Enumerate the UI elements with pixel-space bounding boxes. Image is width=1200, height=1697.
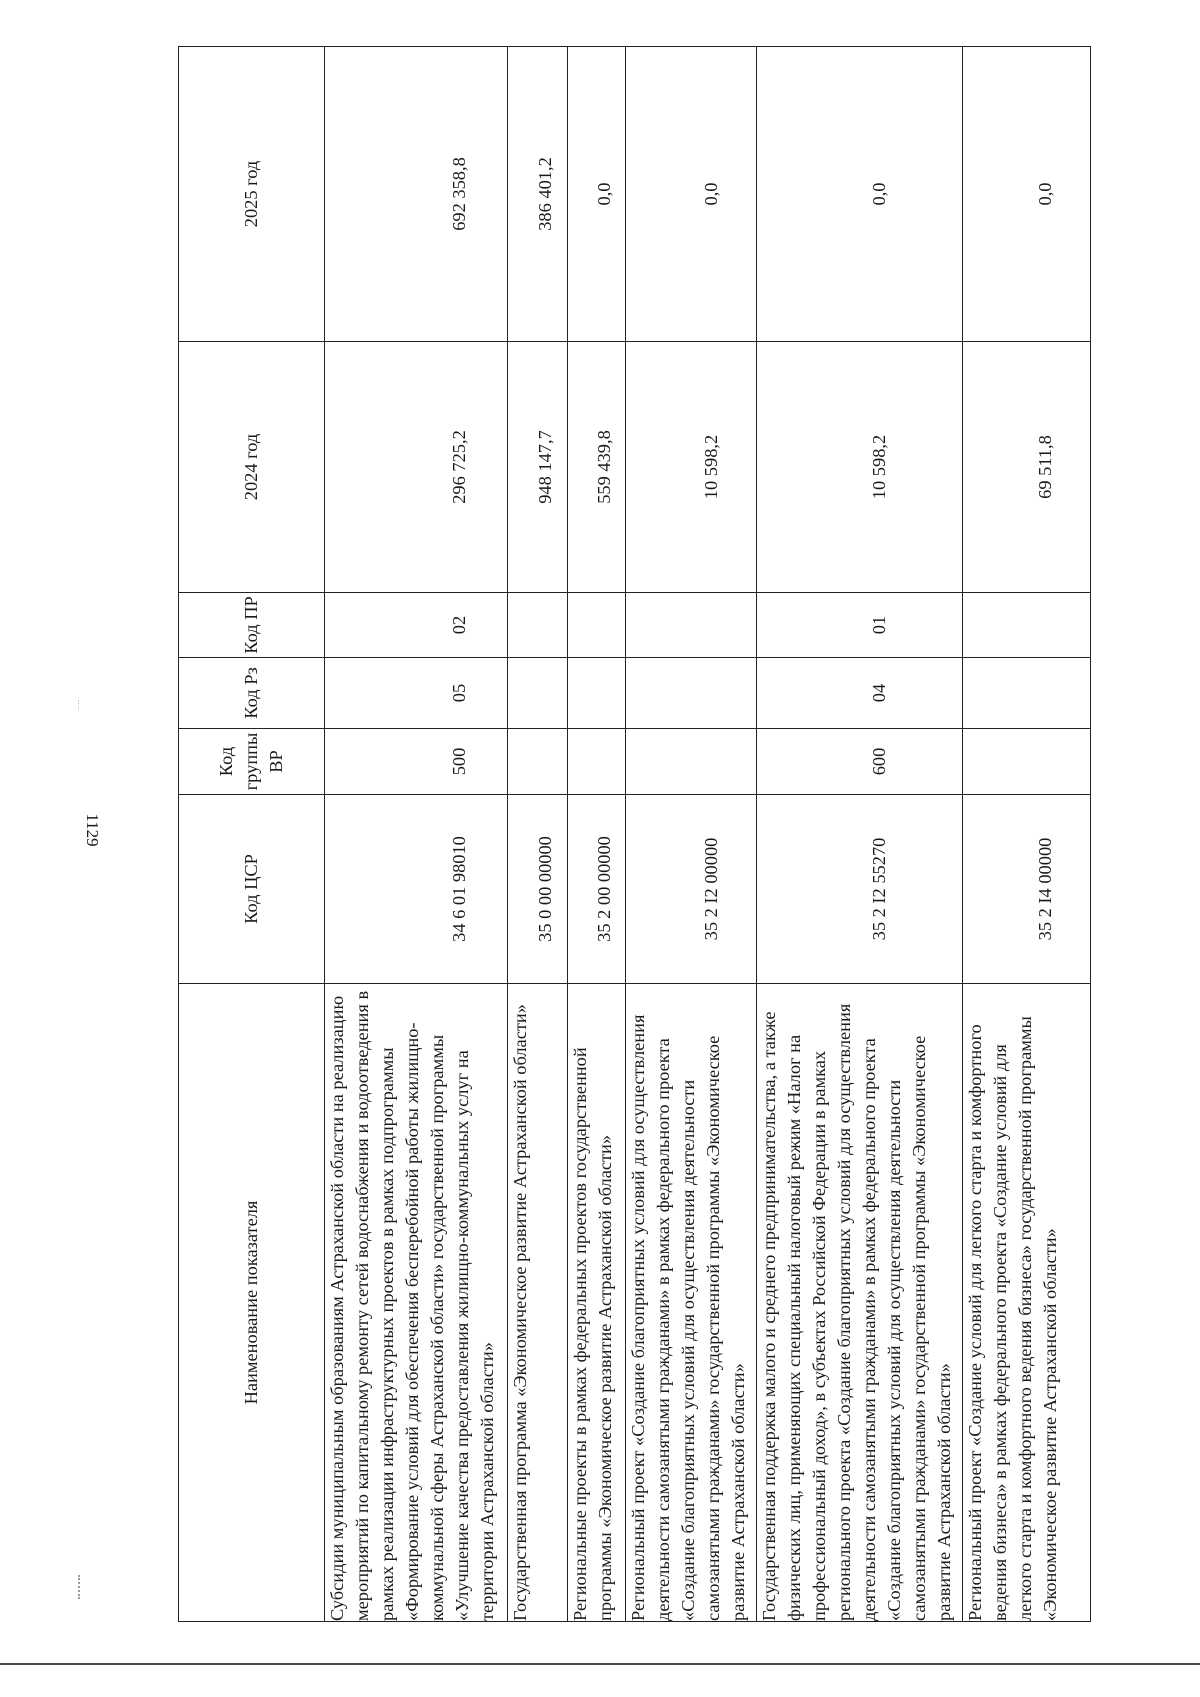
row-rz	[963, 658, 1091, 729]
row-2025: 692 358,8	[325, 47, 508, 342]
row-rz	[508, 658, 568, 729]
row-pr	[626, 593, 757, 658]
row-name: Субсидии муниципальным образованиям Астраханской области на реализацию мероприятий по капитальному ремонту сетей водоснабжения и водоотведения в рамках реализации инфраструктурных проектов в рамках подпрограммы «Формирование условий для обеспечения бесперебойной работы жилищно-коммунальной сферы Астраханской области» государственной программы «Улучшение качества предоставления жилищно-коммунальных услуг на территории Астраханской области»	[325, 984, 508, 1622]
row-pr	[508, 593, 568, 658]
row-name: Государственная программа «Экономическое развитие Астраханской области»	[508, 984, 568, 1622]
header-name: Наименование показателя	[179, 984, 325, 1622]
row-name: Региональные проекты в рамках федеральных проектов государственной программы «Экономическое развитие Астраханской области»	[568, 984, 626, 1622]
row-rz	[626, 658, 757, 729]
table-row	[757, 47, 963, 1622]
row-rz	[568, 658, 626, 729]
row-csr: 35 2 I4 00000	[963, 795, 1091, 984]
table-container	[178, 47, 1090, 1622]
row-2024: 948 147,7	[508, 342, 568, 593]
row-csr: 35 2 I2 55270	[757, 795, 963, 984]
row-name: Региональный проект «Создание условий для легкого старта и комфортного ведения бизнеса» в рамках федерального проекта «Создание условий для легкого старта и комфортного ведения бизнеса» государственной программы «Экономическое развитие Астраханской области»	[963, 984, 1091, 1622]
row-vr: 600	[757, 729, 963, 795]
page-number: 1129	[83, 813, 102, 847]
row-csr: 35 0 00 00000	[508, 795, 568, 984]
row-pr	[963, 593, 1091, 658]
row-pr: 01	[757, 593, 963, 658]
row-2025: 0,0	[757, 47, 963, 342]
header-csr: Код ЦСР	[179, 795, 325, 984]
row-pr: 02	[325, 593, 508, 658]
report-table	[178, 46, 1091, 1622]
row-2024: 10 598,2	[626, 342, 757, 593]
row-rz: 05	[325, 658, 508, 729]
row-vr	[508, 729, 568, 795]
table-row	[325, 47, 508, 1622]
table-row	[626, 47, 757, 1622]
row-2025: 0,0	[568, 47, 626, 342]
table-header-row	[179, 47, 325, 1622]
header-pr: Код ПР	[179, 593, 325, 658]
scan-artifact	[78, 1575, 84, 1599]
row-vr	[626, 729, 757, 795]
row-name: Региональный проект «Создание благоприятных условий для осуществления деятельности самозанятыми гражданами» в рамках федерального проекта «Создание благоприятных условий для осуществления деятельности самозанятыми гражданами» государственной программы «Экономическое развитие Астраханской области»	[626, 984, 757, 1622]
row-2024: 559 439,8	[568, 342, 626, 593]
header-rz: Код Рз	[179, 658, 325, 729]
row-csr: 35 2 I2 00000	[626, 795, 757, 984]
row-2025: 0,0	[626, 47, 757, 342]
row-name: Государственная поддержка малого и среднего предпринимательства, а также физических лиц, применяющих специальный налоговый режим «Налог на профессиональный доход», в субъектах Российской Федерации в рамках регионального проекта «Создание благоприятных условий для осуществления деятельности самозанятыми гражданами» в рамках федерального проекта «Создание благоприятных условий для осуществления деятельности самозанятыми гражданами» государственной программы «Экономическое развитие Астраханской области»	[757, 984, 963, 1622]
header-vr: Код группы ВР	[179, 729, 325, 795]
row-2024: 10 598,2	[757, 342, 963, 593]
scan-artifact	[78, 700, 81, 710]
row-vr	[568, 729, 626, 795]
table-row	[508, 47, 568, 1622]
table-row	[568, 47, 626, 1622]
scan-edge-line	[0, 1663, 1200, 1665]
row-csr: 34 6 01 98010	[325, 795, 508, 984]
row-2025: 386 401,2	[508, 47, 568, 342]
header-2024: 2024 год	[179, 342, 325, 593]
row-vr: 500	[325, 729, 508, 795]
row-2024: 69 511,8	[963, 342, 1091, 593]
row-csr: 35 2 00 00000	[568, 795, 626, 984]
row-vr	[963, 729, 1091, 795]
row-2025: 0,0	[963, 47, 1091, 342]
header-2025: 2025 год	[179, 47, 325, 342]
row-pr	[568, 593, 626, 658]
row-rz: 04	[757, 658, 963, 729]
row-2024: 296 725,2	[325, 342, 508, 593]
table-row	[963, 47, 1091, 1622]
